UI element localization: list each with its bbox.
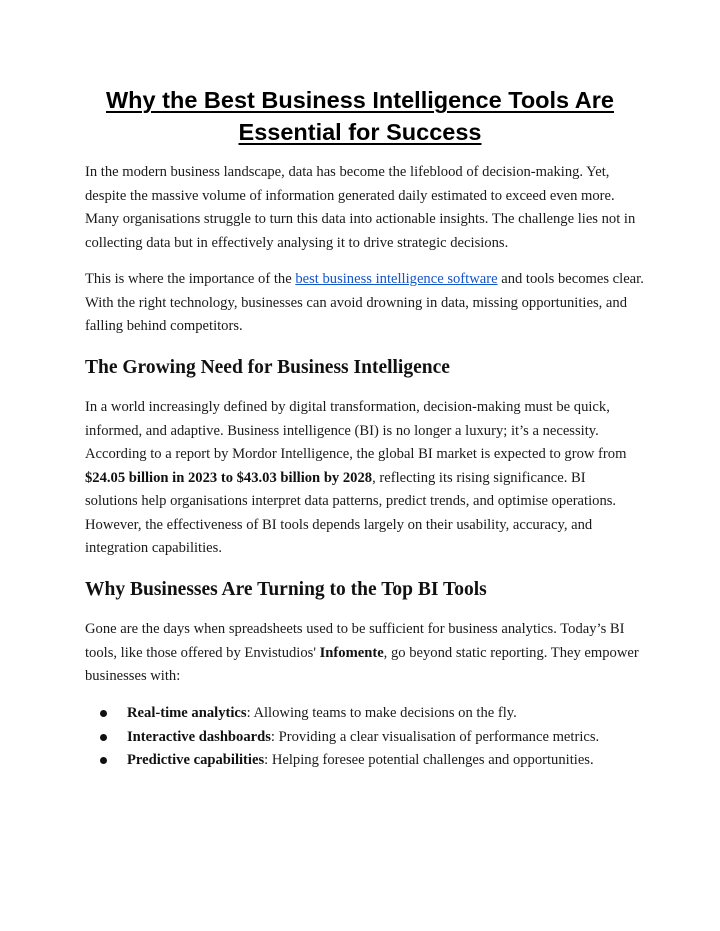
bullet-icon [100, 734, 107, 741]
page-title [60, 84, 660, 148]
list-item-term: Real-time analytics [127, 705, 247, 721]
market-stat: $24.05 billion in 2023 to $43.03 billion by 2028 [85, 469, 373, 486]
text-after-stat: , reflecting its rising significance. BI [372, 469, 586, 486]
importance-paragraph [85, 268, 645, 339]
text-line: informed, and adaptive. Business intelligence (BI) is no longer a luxury; it’s a necessity. [85, 422, 599, 439]
list-item-term: Predictive capabilities [127, 752, 265, 768]
text-line: businesses with: [85, 668, 181, 684]
bullet-icon [100, 710, 107, 717]
text-after-link: and tools becomes clear. [497, 271, 644, 287]
text-line: Gone are the days when spreadsheets used to be sufficient for business analytics. Today’s BI [85, 621, 625, 637]
bi-software-link[interactable]: best business intelligence software [295, 271, 498, 287]
list-item-term: Interactive dashboards [127, 728, 271, 745]
list-item [100, 702, 599, 726]
title-line-1: Why the Best Business Intelligence Tools Are [106, 87, 614, 113]
text-before-link: This is where the importance of the [85, 271, 296, 287]
benefits-list [100, 702, 599, 773]
list-item [100, 749, 599, 773]
text-line [85, 268, 645, 292]
top-bi-tools-paragraph [85, 618, 645, 689]
text-line: falling behind competitors. [85, 318, 243, 334]
text-line: despite the massive volume of information generated daily estimated to exceed even more. [85, 187, 615, 204]
text-before-brand: tools, like those offered by Envistudios' [85, 644, 320, 661]
intro-paragraph [85, 161, 645, 255]
growing-need-paragraph [85, 396, 645, 561]
list-item-desc: : Providing a clear visualisation of performance metrics. [270, 728, 600, 745]
text-line [85, 642, 645, 666]
text-line [85, 467, 645, 491]
text-line: In a world increasingly defined by digital transformation, decision-making must be quick, [85, 399, 610, 415]
text-after-brand: , go beyond static reporting. They empower [383, 644, 639, 661]
bullet-icon [100, 757, 107, 764]
text-line: In the modern business landscape, data has become the lifeblood of decision-making. Yet, [85, 164, 610, 180]
section-heading-top-bi-tools: Why Businesses Are Turning to the Top BI Tools [85, 579, 487, 600]
list-item [100, 726, 599, 750]
brand-name: Infomente [319, 644, 384, 661]
text-line: solutions help organisations interpret data patterns, predict trends, and optimise operations. [85, 493, 617, 509]
title-line-2: Essential for Success [238, 119, 482, 145]
text-line: However, the effectiveness of BI tools depends largely on their usability, accuracy, and [85, 516, 593, 533]
list-item-desc: : Allowing teams to make decisions on the fly. [246, 705, 517, 721]
text-line: Many organisations struggle to turn this data into actionable insights. The challenge lies not in [85, 211, 636, 227]
text-line: With the right technology, businesses can avoid drowning in data, missing opportunities, and [85, 294, 627, 311]
section-heading-growing-need: The Growing Need for Business Intelligence [85, 357, 450, 378]
text-line: According to a report by Mordor Intelligence, the global BI market is expected to grow from [85, 446, 627, 462]
text-line: integration capabilities. [85, 540, 222, 556]
text-line: collecting data but in effectively analysing it to drive strategic decisions. [85, 234, 509, 251]
list-item-desc: : Helping foresee potential challenges and opportunities. [264, 752, 594, 768]
